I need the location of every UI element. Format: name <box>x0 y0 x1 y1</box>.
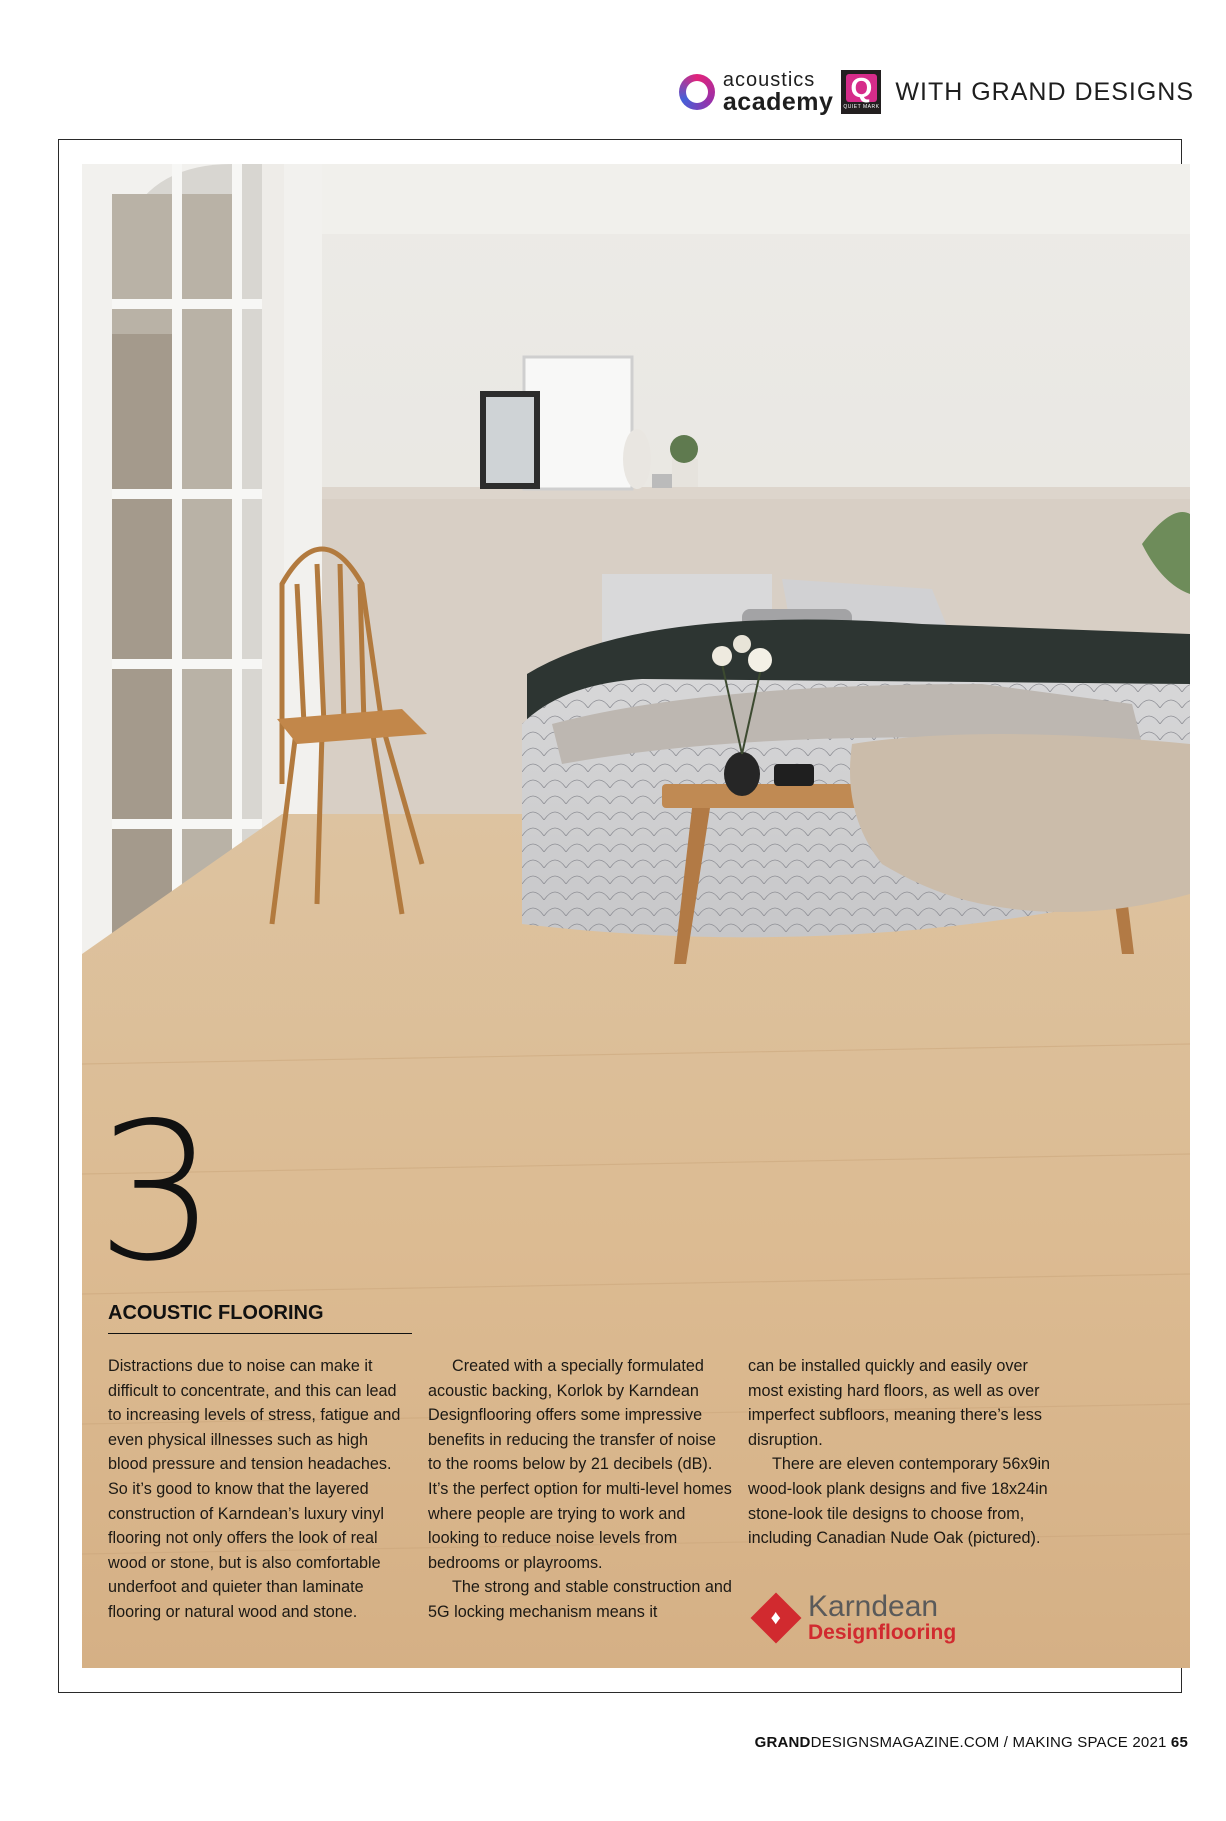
acoustics-academy-logo-icon <box>679 74 715 110</box>
logo-line2: academy <box>722 87 834 116</box>
karndean-dog-icon: ♦ <box>751 1592 802 1643</box>
footer-site-rest: DESIGNSMAGAZINE.COM / MAKING SPACE 2021 <box>810 1734 1167 1751</box>
article-column-3 <box>748 1354 1052 1551</box>
karndean-name: Karndean <box>808 1590 939 1623</box>
logo-line1: acoustics <box>722 68 816 91</box>
header <box>679 62 1194 122</box>
article-heading: ACOUSTIC FLOORING <box>108 1302 412 1334</box>
paragraph: There are eleven contemporary 56x9in wood-look plank designs and five 18x24in stone-look tile designs to choose from, including Canadian Nude Oak (pictured). <box>748 1455 1051 1548</box>
karndean-logo <box>752 1592 956 1643</box>
article-column-1 <box>108 1354 412 1625</box>
article-column-2 <box>428 1354 732 1625</box>
footer-site-bold: GRAND <box>754 1734 811 1751</box>
designflooring-name: Designflooring <box>808 1621 957 1644</box>
paragraph: can be installed quickly and easily over most existing hard floors, as well as over imperfect subfloors, meaning there’s less disruption. <box>748 1357 1042 1449</box>
paragraph: Distractions due to noise can make it difficult to concentrate, and this can lead to increasing levels of stress, fatigue and even physical illnesses such as high blood pressure and tension headaches. So it’s good to know that the layered construction of Karndean’s luxury vinyl flooring not only offers the look of real wood or stone, but is also comfortable underfoot and quieter than laminate flooring or natural wood and stone. <box>108 1357 401 1621</box>
section-number: 3 <box>96 1082 217 1303</box>
karndean-wordmark <box>808 1592 956 1643</box>
quiet-mark-badge <box>841 70 881 114</box>
with-grand-designs: WITH GRAND DESIGNS <box>895 77 1194 106</box>
page-number: 65 <box>1170 1734 1188 1751</box>
quiet-mark-letter: Q <box>846 74 878 102</box>
acoustics-academy-logo <box>723 70 834 115</box>
page-footer <box>755 1734 1188 1751</box>
quiet-mark-text: QUIET MARK <box>843 104 880 110</box>
paragraph: Created with a specially formulated acoustic backing, Korlok by Karndean Designflooring offers some impressive benefits in reducing the transfer of noise to the rooms below by 21 decibels (dB). It’s the perfect option for multi-level homes where people are trying to work and looking to reduce noise levels from bedrooms or playrooms. <box>428 1357 732 1572</box>
paragraph: The strong and stable construction and 5G locking mechanism means it <box>428 1578 732 1621</box>
